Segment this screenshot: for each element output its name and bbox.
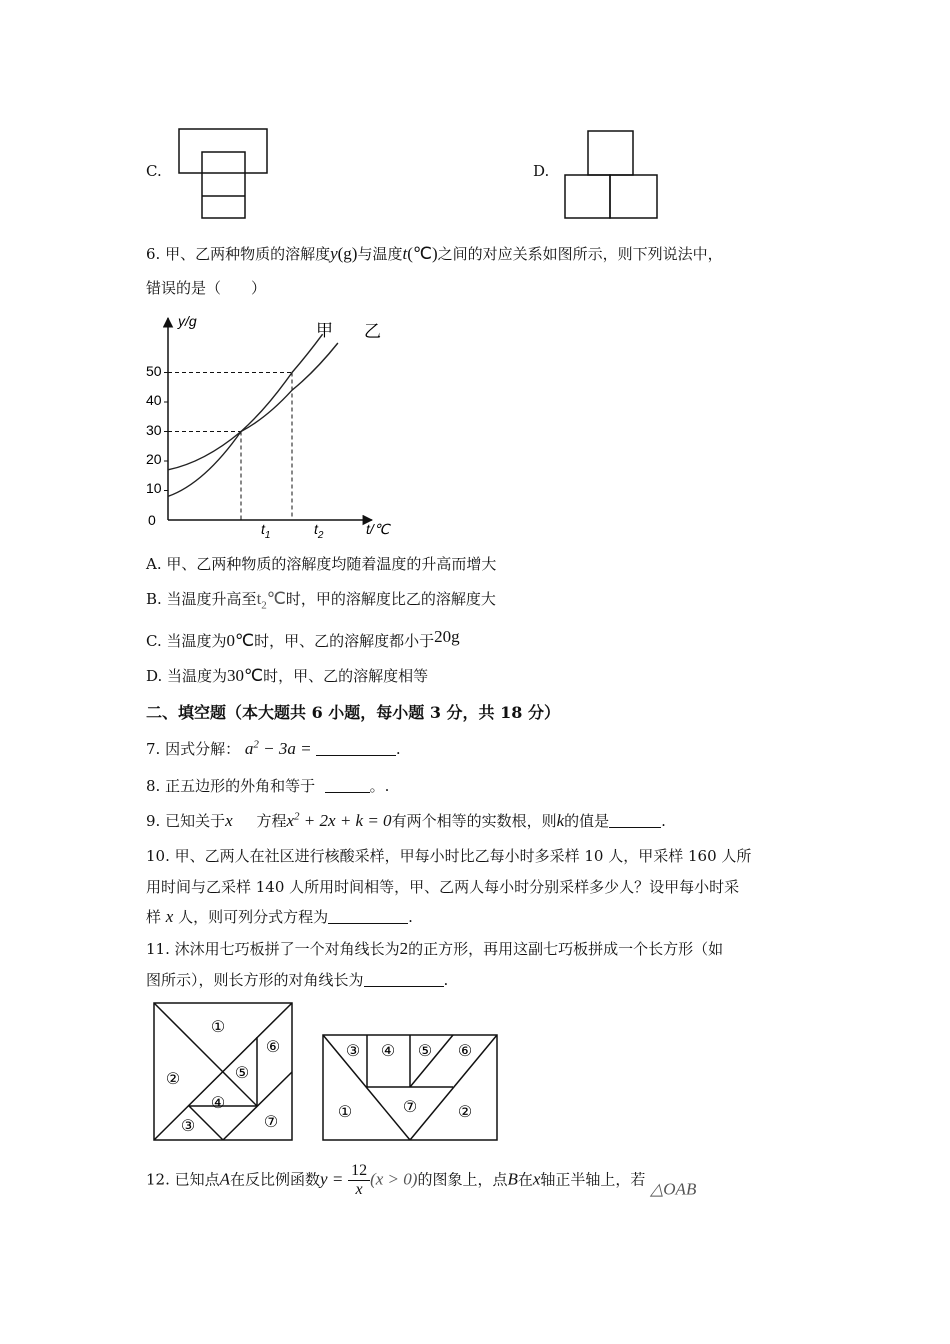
- option-c-label: C.: [146, 162, 162, 180]
- tangram-rect-label-3: ③: [345, 1043, 361, 1060]
- q6-line1: 6. 甲、乙两种物质的溶解度y(g)与温度t(℃)之间的对应关系如图所示，则下列说法中，: [146, 244, 723, 263]
- q8-answer-blank[interactable]: [325, 778, 370, 793]
- tangram-square-label-2: ②: [165, 1071, 181, 1088]
- chart-series-yi-line: [168, 343, 338, 470]
- q11-line2: 图所示），则长方形的对角线长为 .: [146, 971, 449, 989]
- chart-x-tick-t1: $t_1$: [261, 521, 271, 538]
- tangram-square-label-6: ⑥: [265, 1039, 281, 1056]
- option-d-left-square: [565, 175, 610, 218]
- chart-y-tick-10: 10: [146, 480, 162, 496]
- option-d-right-square: [610, 175, 657, 218]
- q10-line2: 用时间与乙采样 140 人所用时间相等，甲、乙两人每小时分别采样多少人？设甲每小时采: [146, 878, 740, 896]
- tangram-square-label-4: ④: [210, 1095, 226, 1112]
- tangram-square-figure: [150, 1000, 296, 1144]
- tangram-rect-label-5: ⑤: [417, 1043, 433, 1060]
- q8: 8. 正五边形的外角和等于 。.: [146, 777, 390, 795]
- tangram-square-label-5: ⑤: [234, 1065, 250, 1082]
- chart-y-tick-50: 50: [146, 363, 162, 379]
- chart-x-tick-t2: $t_2$: [314, 521, 324, 538]
- q6-option-c: C. 当温度为0℃时，甲、乙的溶解度都小于20g: [146, 627, 460, 650]
- tangram-square-label-3: ③: [180, 1118, 196, 1135]
- q6-option-d: D. 当温度为30℃时，甲、乙的溶解度相等: [146, 666, 429, 685]
- tangram-rect-label-1: ①: [337, 1104, 353, 1121]
- q9: 9. 已知关于x 方程$x^2 + 2x + k = 0$有两个相等的实数根，则k的值是 .: [146, 810, 666, 830]
- option-d-label: D.: [533, 162, 550, 180]
- q10-answer-blank[interactable]: [328, 909, 408, 924]
- chart-x-axis-label: t/℃: [366, 521, 390, 537]
- chart-y-tick-20: 20: [146, 451, 162, 467]
- option-c-bottom-rect: [202, 152, 245, 218]
- chart-legend-jia: 甲: [316, 321, 333, 340]
- tangram-rect-label-2: ②: [457, 1104, 473, 1121]
- q12-fraction: $\frac{12}{x}$: [348, 1162, 370, 1199]
- q7: 7. 因式分解： $a^2 - 3a$ = .: [146, 738, 401, 758]
- chart-y-tick-30: 30: [146, 422, 162, 438]
- chart-y-tick-40: 40: [146, 392, 162, 408]
- tangram-square-label-1: ①: [210, 1019, 226, 1036]
- q11-answer-blank[interactable]: [364, 972, 444, 987]
- option-d-top-square: [588, 131, 633, 175]
- chart-legend-yi: 乙: [364, 322, 381, 341]
- tangram-square-label-7: ⑦: [263, 1114, 279, 1131]
- option-c-figure: [172, 126, 274, 222]
- tangram-rect-label-7: ⑦: [402, 1099, 418, 1116]
- chart-y-axis-label: y/g: [178, 313, 197, 329]
- q10-line1: 10. 甲、乙两人在社区进行核酸采样，甲每小时比乙每小时多采样 10 人，甲采样 160 人所: [146, 847, 752, 865]
- option-d-figure: [560, 126, 662, 222]
- q11-line1: 11. 沐沐用七巧板拼了一个对角线长为2的正方形，再用这副七巧板拼成一个长方形（如: [146, 939, 724, 958]
- q6-option-a: A. 甲、乙两种物质的溶解度均随着温度的升高而增大: [146, 555, 497, 573]
- q6-option-b: B. 当温度升高至$t_2℃$时，甲的溶解度比乙的溶解度大: [146, 589, 496, 612]
- chart-y-tick-0: 0: [148, 512, 156, 528]
- tangram-rect-label-4: ④: [380, 1043, 396, 1060]
- section-2-heading: 二、填空题（本大题共 6 小题，每小题 3 分，共 18 分）: [146, 703, 560, 722]
- solubility-chart: [140, 308, 400, 538]
- chart-series-jia-line: [168, 334, 323, 496]
- q10-line3: 样 x 人，则可列分式方程为 .: [146, 907, 413, 926]
- tangram-rect-label-6: ⑥: [457, 1043, 473, 1060]
- tangram-rectangle-figure: [318, 1030, 502, 1144]
- q7-answer-blank[interactable]: [316, 741, 396, 756]
- q12: 12. 已知点A在反比例函数y = $\frac{12}{x}$ (x > 0)的图象上，点B在x轴正半轴上，若 △OAB: [146, 1162, 697, 1199]
- q6-line2: 错误的是（ ）: [146, 279, 267, 297]
- q9-answer-blank[interactable]: [609, 813, 661, 828]
